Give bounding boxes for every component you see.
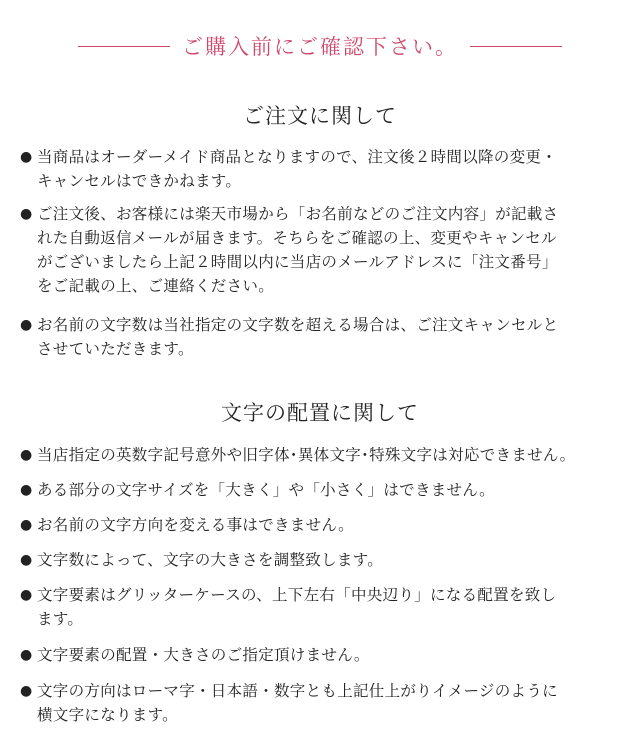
item-line: させていただきます。 <box>37 340 194 358</box>
header-rule-right <box>470 46 562 47</box>
item-line: がございましたら上記２時間以内に当店のメールアドレスに「注文番号」 <box>37 253 558 271</box>
item-line: れた自動返信メールが届きます。そちらをご確認の上、変更やキャンセル <box>37 229 557 247</box>
bullet-icon: ● <box>20 552 33 568</box>
section-title-order: ご注文に関して <box>243 104 397 128</box>
bullet-icon: ● <box>20 206 33 222</box>
bullet-icon: ● <box>20 587 33 603</box>
list-item <box>20 313 624 361</box>
list-item <box>20 443 624 467</box>
bullet-icon: ● <box>20 149 33 165</box>
item-line: をご記載の上、ご連絡ください。 <box>37 277 275 295</box>
item-line: 横文字になります。 <box>37 706 178 724</box>
item-line: キャンセルはできかねます。 <box>37 172 242 190</box>
item-line: ご注文後、お客様には楽天市場から「お名前などのご注文内容」が記載さ <box>37 205 559 223</box>
bullet-icon: ● <box>20 447 33 463</box>
list-item <box>20 679 624 727</box>
page-header <box>0 28 640 64</box>
item-line: ます。 <box>37 610 84 628</box>
item-line: 文字数によって、文字の大きさを調整致します。 <box>37 551 384 569</box>
item-line: ある部分の文字サイズを「大きく」や「小さく」はできません。 <box>37 481 495 499</box>
bullet-icon: ● <box>20 647 33 663</box>
list-item <box>20 643 624 667</box>
list-item <box>20 548 624 572</box>
bullet-icon: ● <box>20 317 33 333</box>
item-line: 文字要素はグリッターケースの、上下左右「中央辺り」になる配置を致し <box>37 586 557 604</box>
list-item <box>20 202 624 298</box>
bullet-icon: ● <box>20 482 33 498</box>
item-line: 当店指定の英数字記号意外や旧字体･異体文字･特殊文字は対応できません。 <box>37 446 576 464</box>
list-item <box>20 145 624 193</box>
item-line: 文字要素の配置・大きさのご指定頂けません。 <box>37 646 370 664</box>
list-item <box>20 513 624 537</box>
list-item <box>20 583 624 631</box>
page-title: ご購入前にご確認下さい。 <box>182 35 458 59</box>
list-item <box>20 478 624 502</box>
item-line: 当商品はオーダーメイド商品となりますので、注文後２時間以降の変更・ <box>37 148 558 166</box>
header-rule-left <box>78 46 170 47</box>
item-line: お名前の文字数は当社指定の文字数を超える場合は、ご注文キャンセルと <box>37 316 559 334</box>
item-line: お名前の文字方向を変える事はできません。 <box>37 516 354 534</box>
bullet-icon: ● <box>20 683 33 699</box>
bullet-icon: ● <box>20 517 33 533</box>
item-line: 文字の方向はローマ字・日本語・数字とも上記仕上がりイメージのように <box>37 682 558 700</box>
section-title-layout: 文字の配置に関して <box>221 401 419 425</box>
